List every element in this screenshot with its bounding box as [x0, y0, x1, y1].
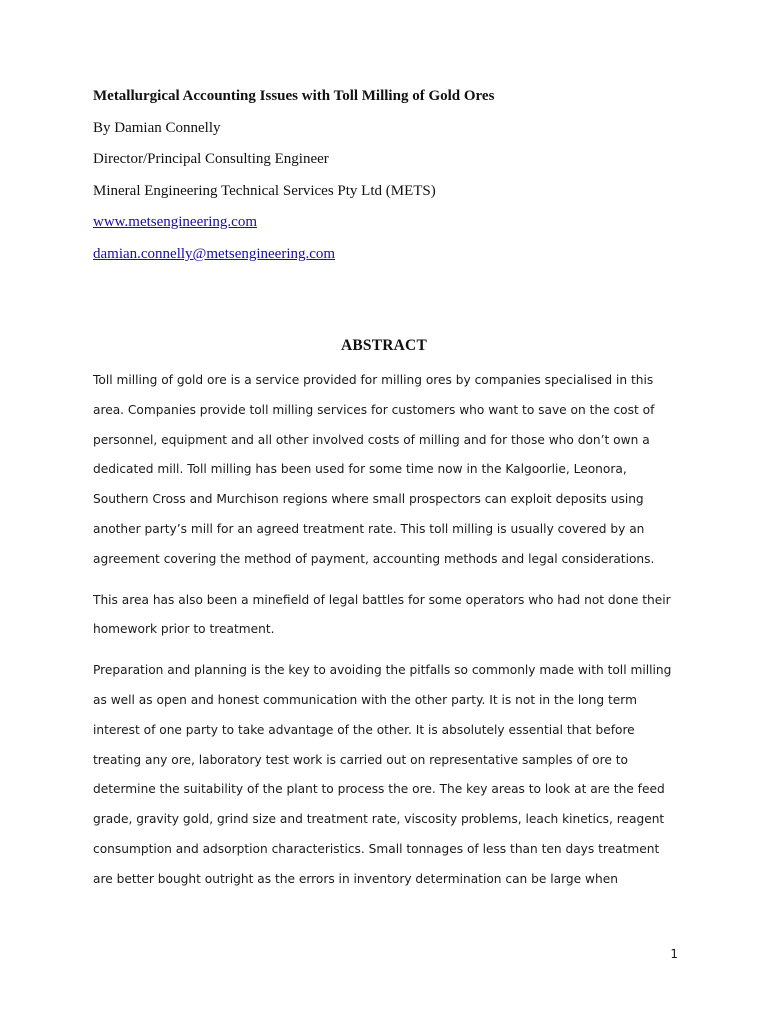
- email-link[interactable]: damian.connelly@metsengineering.com: [93, 246, 336, 262]
- author-position: Director/Principal Consulting Engineer: [93, 151, 329, 167]
- author-line: By Damian Connelly: [93, 120, 221, 136]
- abstract-paragraph: This area has also been a minefield of legal battles for some operators who had not done their homework prior to treatment.: [93, 592, 671, 637]
- company-name: Mineral Engineering Technical Services Pty Ltd (METS): [93, 183, 436, 199]
- website-line: [93, 212, 257, 232]
- website-link[interactable]: www.metsengineering.com: [93, 214, 257, 230]
- abstract-paragraph: Preparation and planning is the key to avoiding the pitfalls so commonly made with toll milling as well as open and honest communication with the other party. It is not in the long term interest of one party to take advantage of the other. It is absolutely essential that before treating any ore, laboratory test work is carried out on representative samples of ore to determine the suitability of the plant to process the ore. The key areas to look at are the feed grade, gravity gold, grind size and treatment rate, viscosity problems, leach kinetics, reagent consumption and adsorption characteristics. Small tonnages of less than ten days treatment are better bought outright as the errors in inventory determination can be large when: [93, 663, 672, 886]
- abstract-heading: ABSTRACT: [340, 337, 427, 354]
- abstract-paragraph: Toll milling of gold ore is a service provided for milling ores by companies specialised in this area. Companies provide toll milling services for customers who want to save on the cost of personnel, equipment and all other involved costs of milling and for those who don’t own a dedicated mill. Toll milling has been used for some time now in the Kalgoorlie, Leonora, Southern Cross and Murchison regions where small prospectors can exploit deposits using another party’s mill for an agreed treatment rate. This toll milling is usually covered by an agreement covering the method of payment, accounting methods and legal considerations.: [93, 373, 655, 566]
- document-title: Metallurgical Accounting Issues with Toll Milling of Gold Ores: [93, 88, 495, 104]
- page-number: 1: [670, 947, 678, 961]
- abstract-body: [93, 366, 678, 895]
- email-line: [93, 244, 335, 264]
